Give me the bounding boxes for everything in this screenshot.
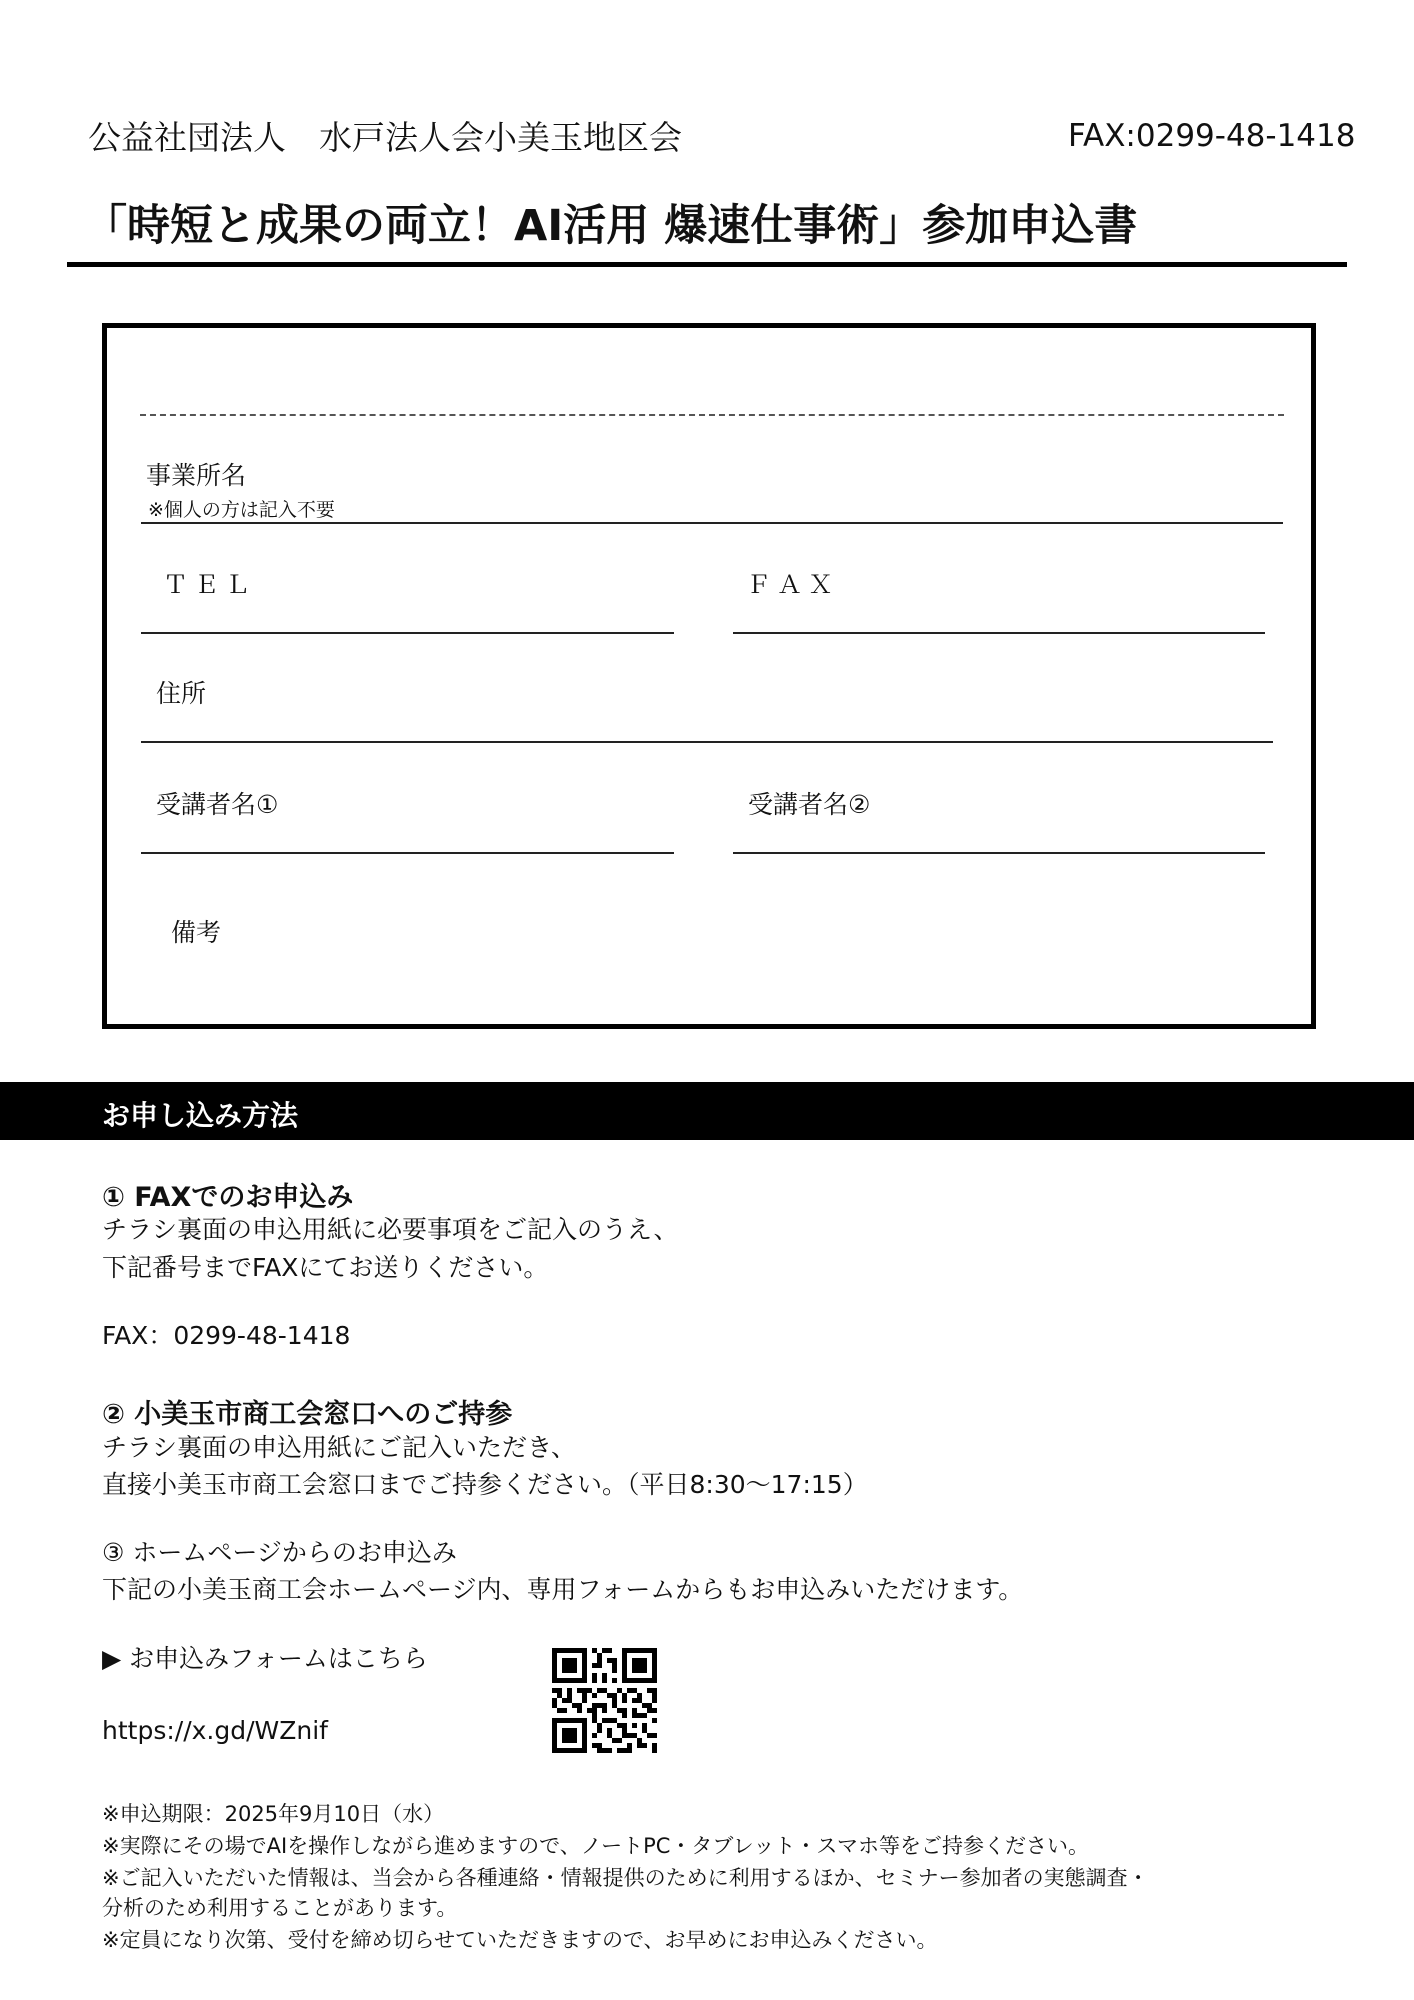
fax-field[interactable] xyxy=(733,632,1265,634)
qr-code-icon[interactable] xyxy=(552,1648,657,1753)
application-form-link[interactable]: ▶ お申込みフォームはこちら xyxy=(102,1644,428,1673)
business-name-label: 事業所名 xyxy=(146,461,247,490)
header-fax-number: FAX:0299-48-1418 xyxy=(1068,118,1356,154)
fax-method-number: FAX：0299-48-1418 xyxy=(102,1321,351,1350)
fax-label: ＦＡＸ xyxy=(746,570,840,599)
fax-method-line-2: 下記番号までFAXにてお送りください。 xyxy=(102,1253,549,1282)
note-privacy-1: ※ご記入いただいた情報は、当会から各種連絡・情報提供のために利用するほか、セミナー参加者の実態調査・ xyxy=(102,1866,1149,1890)
remarks-field[interactable] xyxy=(141,950,1271,1010)
address-field[interactable] xyxy=(141,741,1273,743)
note-capacity: ※定員になり次第、受付を締め切らせていただきますので、お早めにお申込みください。 xyxy=(102,1928,938,1952)
application-url[interactable]: https://x.gd/WZnif xyxy=(102,1716,328,1745)
attendee-2-field[interactable] xyxy=(733,852,1265,854)
address-label: 住所 xyxy=(156,679,207,708)
note-privacy-2: 分析のため利用することがあります。 xyxy=(102,1896,458,1920)
fax-method-line-1: チラシ裏面の申込用紙に必要事項をご記入のうえ、 xyxy=(102,1215,679,1244)
application-form-box xyxy=(102,323,1316,1029)
business-name-field[interactable] xyxy=(141,522,1283,524)
page-title: 「時短と成果の両立！AI活用 爆速仕事術」参加申込書 xyxy=(84,201,1138,251)
visit-method-line-1: チラシ裏面の申込用紙にご記入いただき、 xyxy=(102,1433,577,1462)
attendee-1-field[interactable] xyxy=(141,852,674,854)
note-bring-device: ※実際にその場でAIを操作しながら進めますので、ノートPC・タブレット・スマホ等をご持参ください。 xyxy=(102,1834,1089,1858)
tel-field[interactable] xyxy=(141,632,674,634)
organization-name: 公益社団法人 水戸法人会小美玉地区会 xyxy=(88,118,682,157)
remarks-label: 備考 xyxy=(171,918,222,947)
attendee-1-label: 受講者名① xyxy=(156,790,279,819)
business-name-note: ※個人の方は記入不要 xyxy=(148,499,335,521)
tel-label: ＴＥＬ xyxy=(163,570,257,599)
attendee-2-label: 受講者名② xyxy=(748,790,871,819)
title-rule xyxy=(67,262,1347,267)
note-deadline: ※申込期限：2025年9月10日（水） xyxy=(102,1802,445,1826)
application-methods-title: お申し込み方法 xyxy=(102,1099,299,1132)
web-method-heading: ③ ホームページからのお申込み xyxy=(102,1538,457,1567)
visit-method-heading: ② 小美玉市商工会窓口へのご持参 xyxy=(102,1399,513,1430)
visit-method-line-2: 直接小美玉市商工会窓口までご持参ください。（平日8:30〜17:15） xyxy=(102,1470,868,1499)
cut-dashed-line xyxy=(140,414,1284,416)
fax-method-heading: ① FAXでのお申込み xyxy=(102,1182,354,1213)
web-method-line-1: 下記の小美玉商工会ホームページ内、専用フォームからもお申込みいただけます。 xyxy=(102,1575,1024,1604)
